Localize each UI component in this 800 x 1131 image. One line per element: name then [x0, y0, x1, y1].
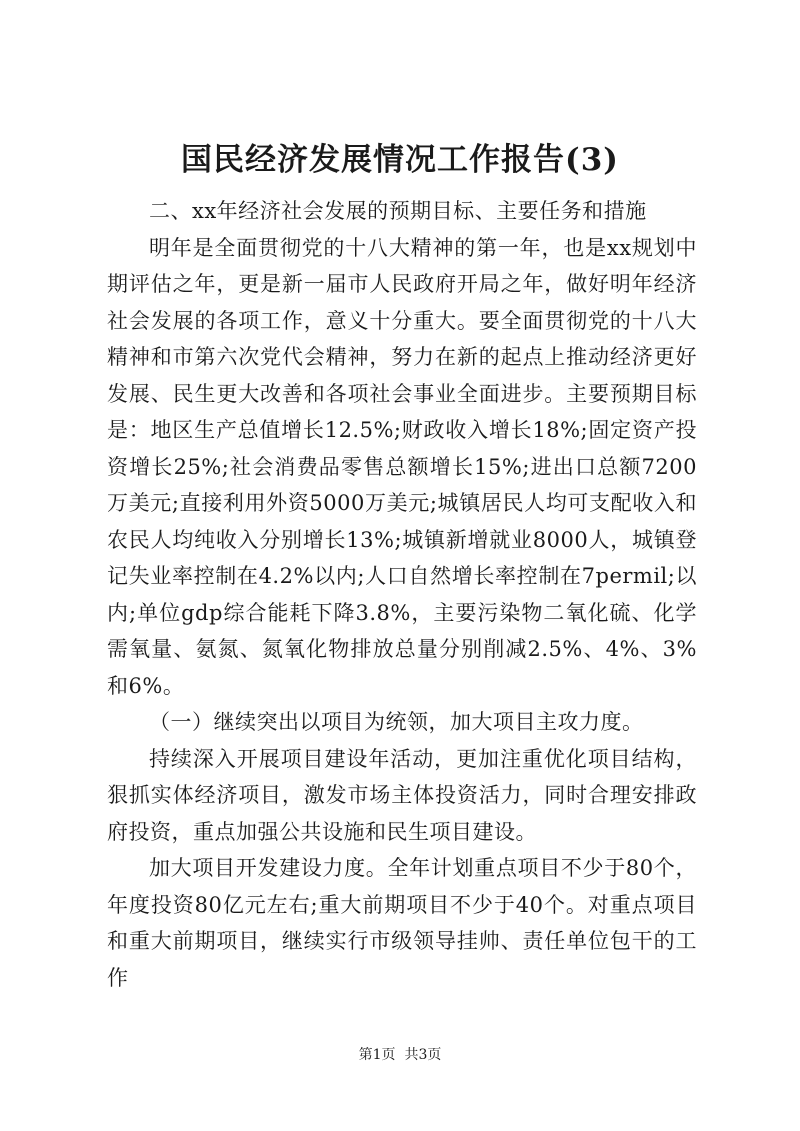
section-heading: 二、xx年经济社会发展的预期目标、主要任务和措施 — [149, 199, 647, 223]
paragraph: 持续深入开展项目建设年活动，更加注重优化项目结构，狠抓实体经济项目，激发市场主体投资活力，同时合理安排政府投资，重点加强公共设施和民生项目建设。 — [107, 746, 697, 844]
page-number-footer: 第1页 共3页 — [358, 1047, 442, 1063]
paragraph: 加大项目开发建设力度。全年计划重点项目不少于80个，年度投资80亿元左右;重大前期项目不少于40个。对重点项目和重大前期项目，继续实行市级领导挂帅、责任单位包干的工作 — [107, 856, 697, 990]
document-body — [107, 193, 697, 996]
subsection-heading: （一）继续突出以项目为统领，加大项目主攻力度。 — [149, 710, 644, 734]
document-title: 国民经济发展情况工作报告(3) — [181, 142, 619, 178]
paragraph: 明年是全面贯彻党的十八大精神的第一年，也是xx规划中期评估之年，更是新一届市人民政府开局之年，做好明年经济社会发展的各项工作，意义十分重大。要全面贯彻党的十八大精神和市第六次党代会精神，努力在新的起点上推动经济更好发展、民生更大改善和各项社会事业全面进步。主要预期目标是：地区生产总值增长12.5%;财政收入增长18%;固定资产投资增长25%;社会消费品零售总额增长15%;进出口总额7200万美元;直接利用外资5000万美元;城镇居民人均可支配收入和农民人均纯收入分别增长13%;城镇新增就业8000人，城镇登记失业率控制在4.2%以内;人口自然增长率控制在7permil;以内;单位gdp综合能耗下降3.8%，主要污染物二氧化硫、化学需氧量、氨氮、氮氧化物排放总量分别削减2.5%、4%、3%和6%。 — [107, 235, 697, 698]
